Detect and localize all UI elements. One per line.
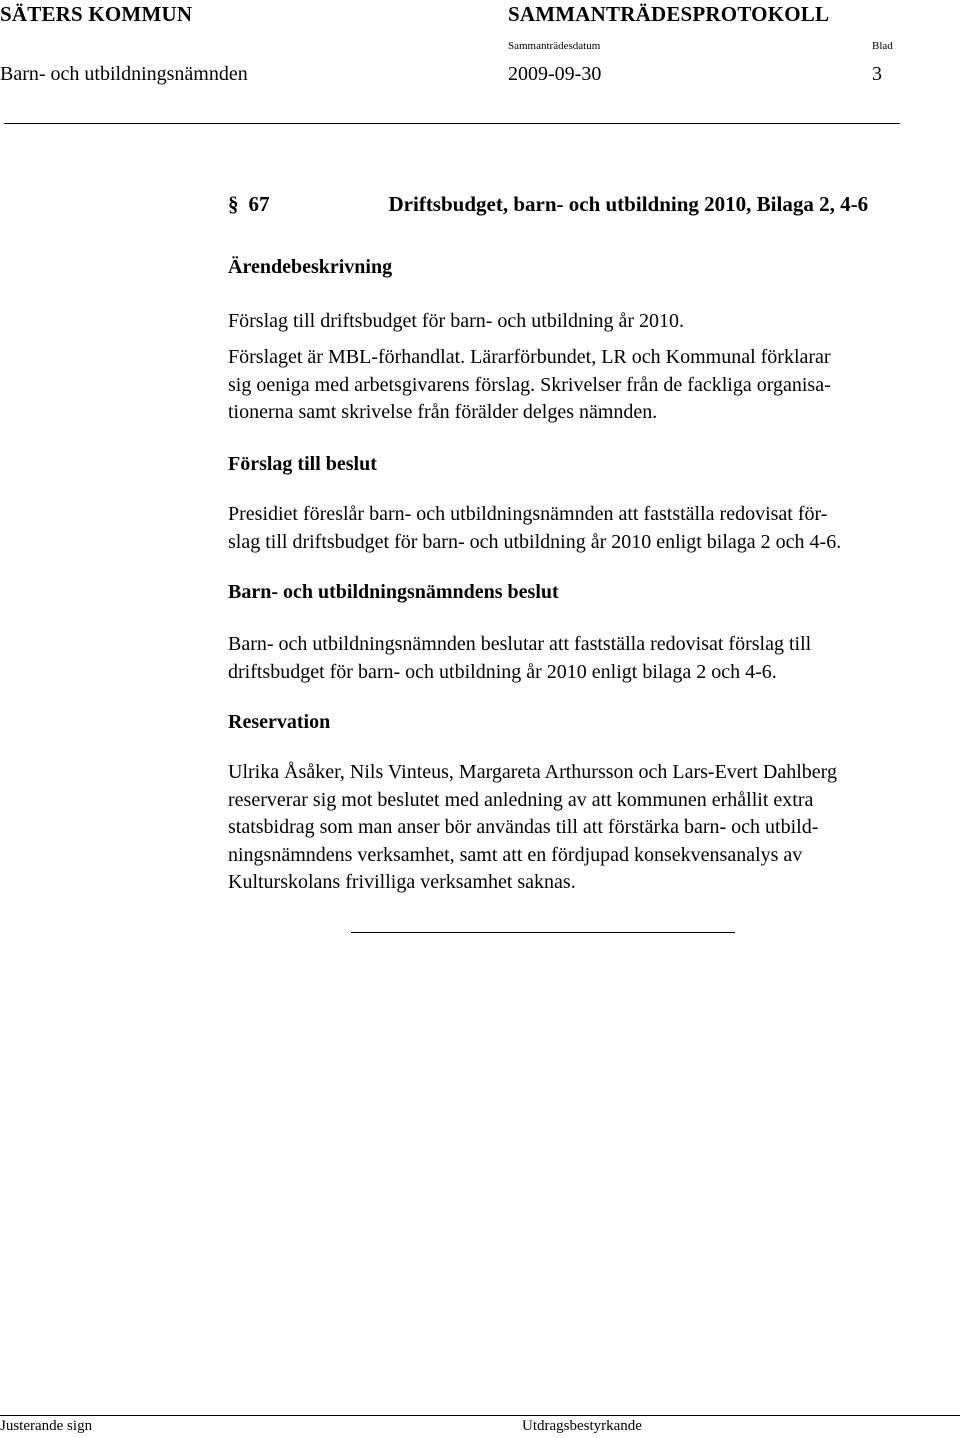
text-line: Presidiet föreslår barn- och utbildningsnämnden att fastställa redovisat för- — [228, 503, 828, 525]
proposal-text — [228, 501, 944, 556]
description-text-2 — [228, 344, 944, 427]
proposal-heading: Förslag till beslut — [228, 453, 377, 475]
paragraph-title-row — [228, 192, 868, 217]
text-line: slag till driftsbudget för barn- och utbildning år 2010 enligt bilaga 2 och 4-6. — [228, 530, 842, 553]
footer-divider — [0, 1415, 960, 1416]
text-line: reserverar sig mot beslutet med anledning av att kommunen erhållit extra — [228, 788, 814, 811]
decision-heading: Barn- och utbildningsnämndens beslut — [228, 581, 559, 603]
meeting-date: 2009-09-30 — [508, 63, 602, 85]
document-type: SAMMANTRÄDESPROTOKOLL — [508, 2, 830, 26]
text-line: driftsbudget för barn- och utbildning år 2010 enligt bilaga 2 och 4-6. — [228, 660, 777, 683]
page-number: 3 — [872, 63, 882, 85]
section-sign: § — [228, 192, 239, 216]
text-line: sig oeniga med arbetsgivarens förslag. Skrivelser från de fackliga organisa- — [228, 373, 831, 396]
reservation-text — [228, 759, 944, 897]
header-divider — [4, 123, 900, 124]
text-line: Kulturskolans frivilliga verksamhet saknas. — [228, 871, 576, 893]
paragraph-title: Driftsbudget, barn- och utbildning 2010, Bilaga 2, 4-6 — [388, 192, 869, 216]
text-line: Förslaget är MBL-förhandlat. Lärarförbundet, LR och Kommunal förklarar — [228, 346, 831, 368]
committee-name: Barn- och utbildningsnämnden — [0, 63, 248, 85]
page-label: Blad — [872, 40, 893, 52]
extract-certification-label: Utdragsbestyrkande — [522, 1418, 642, 1434]
description-heading: Ärendebeskrivning — [228, 256, 393, 278]
text-line: ningsnämndens verksamhet, samt att en fördjupad konsekvensanalys av — [228, 843, 803, 866]
organization-name: SÄTERS KOMMUN — [0, 2, 193, 26]
section-end-divider — [351, 932, 735, 933]
description-text-1: Förslag till driftsbudget för barn- och utbildning år 2010. — [228, 310, 685, 332]
text-line: Barn- och utbildningsnämnden beslutar att fastställa redovisat förslag till — [228, 633, 812, 655]
paragraph-number: 67 — [248, 192, 270, 216]
adjusting-signature-label: Justerande sign — [0, 1418, 93, 1434]
text-line: statsbidrag som man anser bör användas till att förstärka barn- och utbild- — [228, 816, 819, 838]
reservation-heading: Reservation — [228, 711, 331, 733]
text-line: Ulrika Åsåker, Nils Vinteus, Margareta Arthursson och Lars-Evert Dahlberg — [228, 761, 837, 783]
decision-text — [228, 631, 944, 686]
meeting-date-label: Sammanträdesdatum — [508, 40, 601, 52]
text-line: tionerna samt skrivelse från förälder delges nämnden. — [228, 401, 658, 423]
